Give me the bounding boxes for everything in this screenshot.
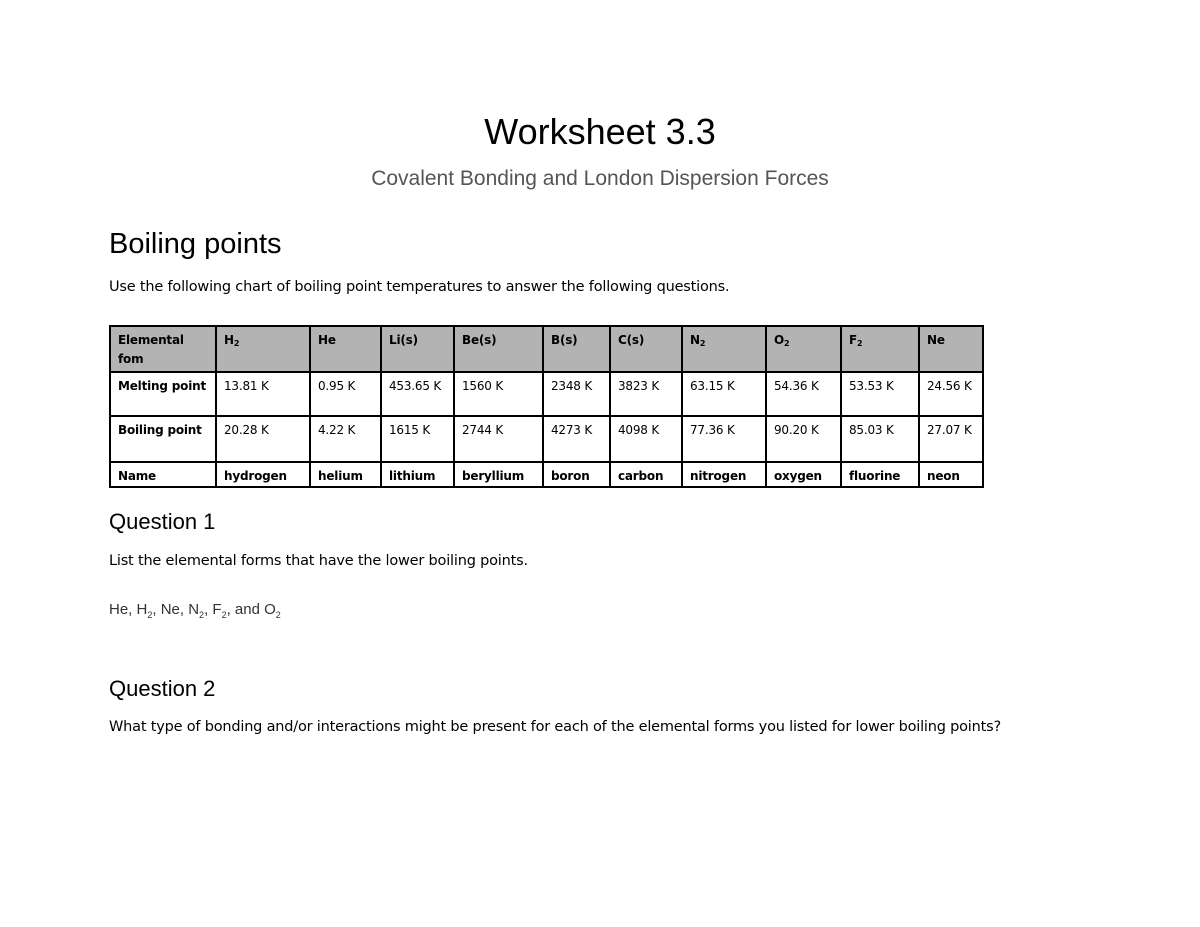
table-header-row (110, 326, 983, 372)
header-cell-element: $O_2$ (766, 326, 841, 372)
table-cell: hydrogen (216, 462, 310, 487)
header-cell-element: B(s) (543, 326, 610, 372)
table-cell: beryllium (454, 462, 543, 487)
boiling-point-table (109, 325, 984, 488)
table-cell: 54.36 K (766, 372, 841, 416)
question-2-prompt: What type of bonding and/or interactions might be present for each of the elemental forms you listed for lower boiling points? (109, 719, 1001, 735)
page-title: Worksheet 3.3 (484, 111, 716, 152)
table-cell: carbon (610, 462, 682, 487)
question-1-prompt: List the elemental forms that have the lower boiling points. (109, 553, 528, 569)
table-cell: fluorine (841, 462, 919, 487)
table-cell: 77.36 K (682, 416, 766, 462)
header-cell-element: $N_2$ (682, 326, 766, 372)
row-label: Melting point (110, 372, 216, 416)
table-cell: 53.53 K (841, 372, 919, 416)
table-row-name (110, 462, 983, 487)
question-1-answer[interactable]: He, $H_2$, Ne, $N_2$, $F_2$, and $O_2$ (109, 601, 281, 620)
table-cell: 1615 K (381, 416, 454, 462)
table-cell: 27.07 K (919, 416, 983, 462)
table-cell: oxygen (766, 462, 841, 487)
table-cell: 2348 K (543, 372, 610, 416)
header-cell-element: Li(s) (381, 326, 454, 372)
table-cell: 2744 K (454, 416, 543, 462)
table-cell: 0.95 K (310, 372, 381, 416)
row-label: Name (110, 462, 216, 487)
table-row-boiling-point (110, 416, 983, 462)
header-cell-element: Ne (919, 326, 983, 372)
table-cell: 63.15 K (682, 372, 766, 416)
table-cell: 453.65 K (381, 372, 454, 416)
table-cell: helium (310, 462, 381, 487)
table-cell: 4.22 K (310, 416, 381, 462)
question-1-heading: Question 1 (109, 509, 216, 534)
header-cell-element: He (310, 326, 381, 372)
table-cell: 1560 K (454, 372, 543, 416)
header-cell-element: $F_2$ (841, 326, 919, 372)
table-cell: 24.56 K (919, 372, 983, 416)
table-cell: 85.03 K (841, 416, 919, 462)
table-cell: lithium (381, 462, 454, 487)
table-cell: nitrogen (682, 462, 766, 487)
table-cell: 13.81 K (216, 372, 310, 416)
row-label: Boiling point (110, 416, 216, 462)
table-cell: 3823 K (610, 372, 682, 416)
header-cell-element: C(s) (610, 326, 682, 372)
header-cell-label: Elemental fom (110, 326, 216, 372)
table-cell: 4273 K (543, 416, 610, 462)
section-heading: Boiling points (109, 228, 282, 260)
header-cell-element: $H_2$ (216, 326, 310, 372)
table-row-melting-point (110, 372, 983, 416)
table-cell: 20.28 K (216, 416, 310, 462)
table-cell: neon (919, 462, 983, 487)
page-subtitle: Covalent Bonding and London Dispersion Forces (371, 167, 829, 190)
header-cell-element: Be(s) (454, 326, 543, 372)
table-cell: boron (543, 462, 610, 487)
table-cell: 4098 K (610, 416, 682, 462)
table-cell: 90.20 K (766, 416, 841, 462)
section-instruction: Use the following chart of boiling point temperatures to answer the following questions. (109, 279, 730, 295)
question-2-heading: Question 2 (109, 676, 216, 701)
